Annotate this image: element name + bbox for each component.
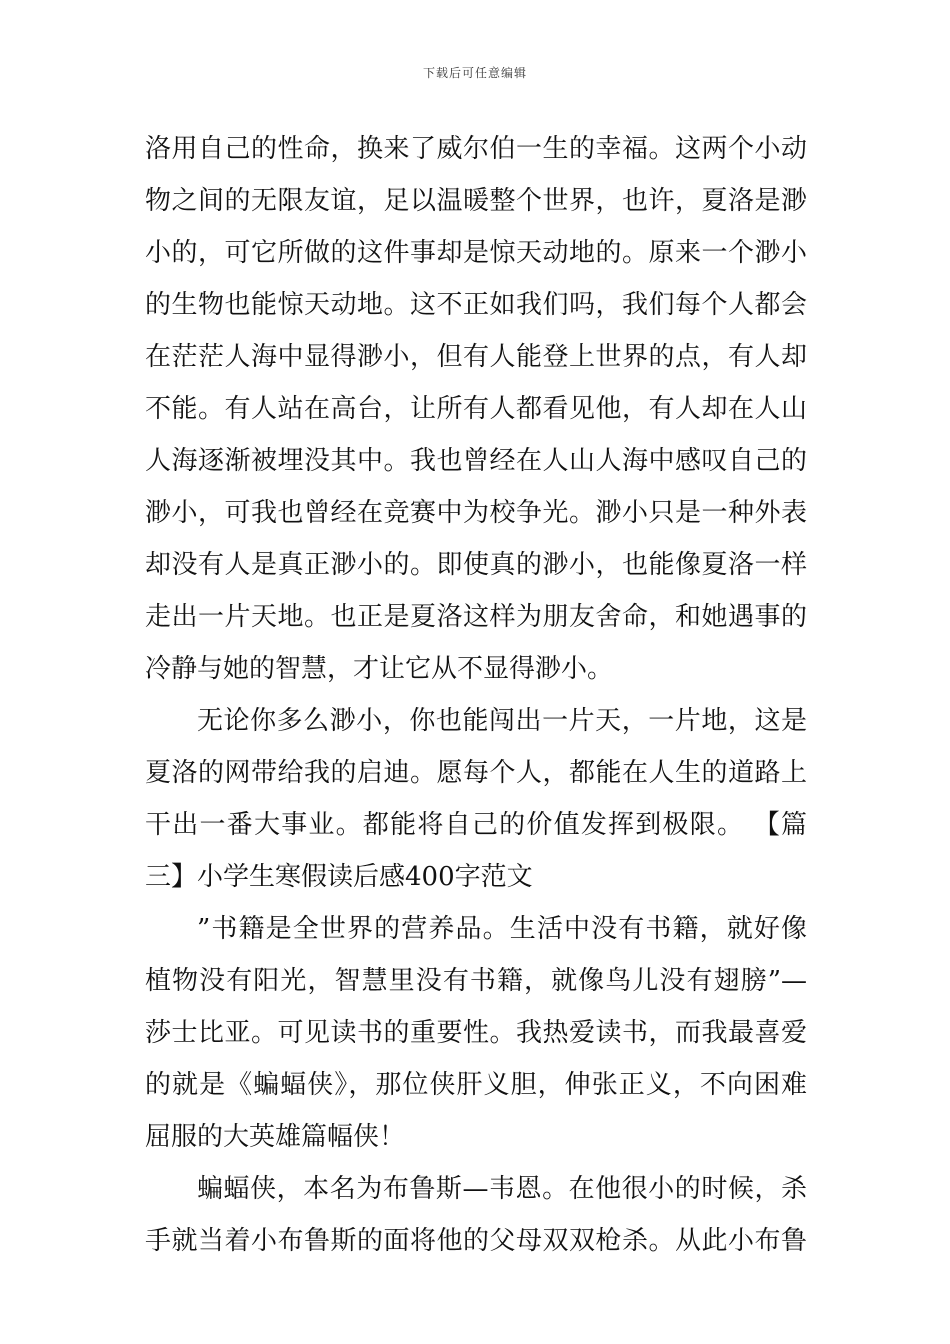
text-line: 在茫茫人海中显得渺小，但有人能登上世界的点，有人却: [145, 342, 807, 372]
text-line: 夏洛的网带给我的启迪。愿每个人，都能在人生的道路上: [145, 758, 807, 788]
text-line: 无论你多么渺小，你也能闯出一片天，一片地，这是: [197, 706, 807, 736]
text-line: 的生物也能惊天动地。这不正如我们吗，我们每个人都会: [145, 290, 807, 320]
text-line: 植物没有阳光，智慧里没有书籍，就像鸟儿没有翅膀”—: [145, 966, 807, 996]
text-line: ”书籍是全世界的营养品。生活中没有书籍，就好像: [197, 914, 807, 944]
paragraph: [145, 695, 807, 903]
text-line: 人海逐渐被埋没其中。我也曾经在人山人海中感叹自己的: [145, 446, 807, 476]
text-line: 蝙蝠侠，本名为布鲁斯—韦恩。在他很小的时候，杀: [197, 1174, 807, 1204]
page-header: 下载后可任意编辑: [422, 66, 527, 80]
text-line: 冷静与她的智慧，才让它从不显得渺小。: [145, 654, 614, 684]
paragraph: [145, 903, 807, 1163]
text-line: 干出一番大事业。都能将自己的价值发挥到极限。 【篇: [145, 810, 807, 840]
document-body: [145, 123, 807, 1267]
text-line: 洛用自己的性命，换来了威尔伯一生的幸福。这两个小动: [145, 134, 807, 164]
text-line: 手就当着小布鲁斯的面将他的父母双双枪杀。从此小布鲁: [145, 1226, 807, 1256]
text-line: 三】小学生寒假读后感400字范文: [145, 862, 533, 892]
text-line: 物之间的无限友谊，足以温暖整个世界，也许，夏洛是渺: [145, 186, 807, 216]
paragraph: [145, 123, 807, 695]
text-line: 小的，可它所做的这件事却是惊天动地的。原来一个渺小: [145, 238, 807, 268]
text-line: 屈服的大英雄篇幅侠！: [145, 1122, 406, 1152]
paragraph: [145, 1163, 807, 1267]
text-line: 却没有人是真正渺小的。即使真的渺小，也能像夏洛一样: [145, 550, 807, 580]
text-line: 不能。有人站在高台，让所有人都看见他，有人却在人山: [145, 394, 807, 424]
text-line: 的就是《蝙蝠侠》，那位侠肝义胆，伸张正义，不向困难: [145, 1070, 807, 1100]
text-line: 莎士比亚。可见读书的重要性。我热爱读书，而我最喜爱: [145, 1018, 807, 1048]
text-line: 渺小，可我也曾经在竞赛中为校争光。渺小只是一种外表: [145, 498, 807, 528]
text-line: 走出一片天地。也正是夏洛这样为朋友舍命，和她遇事的: [145, 602, 807, 632]
